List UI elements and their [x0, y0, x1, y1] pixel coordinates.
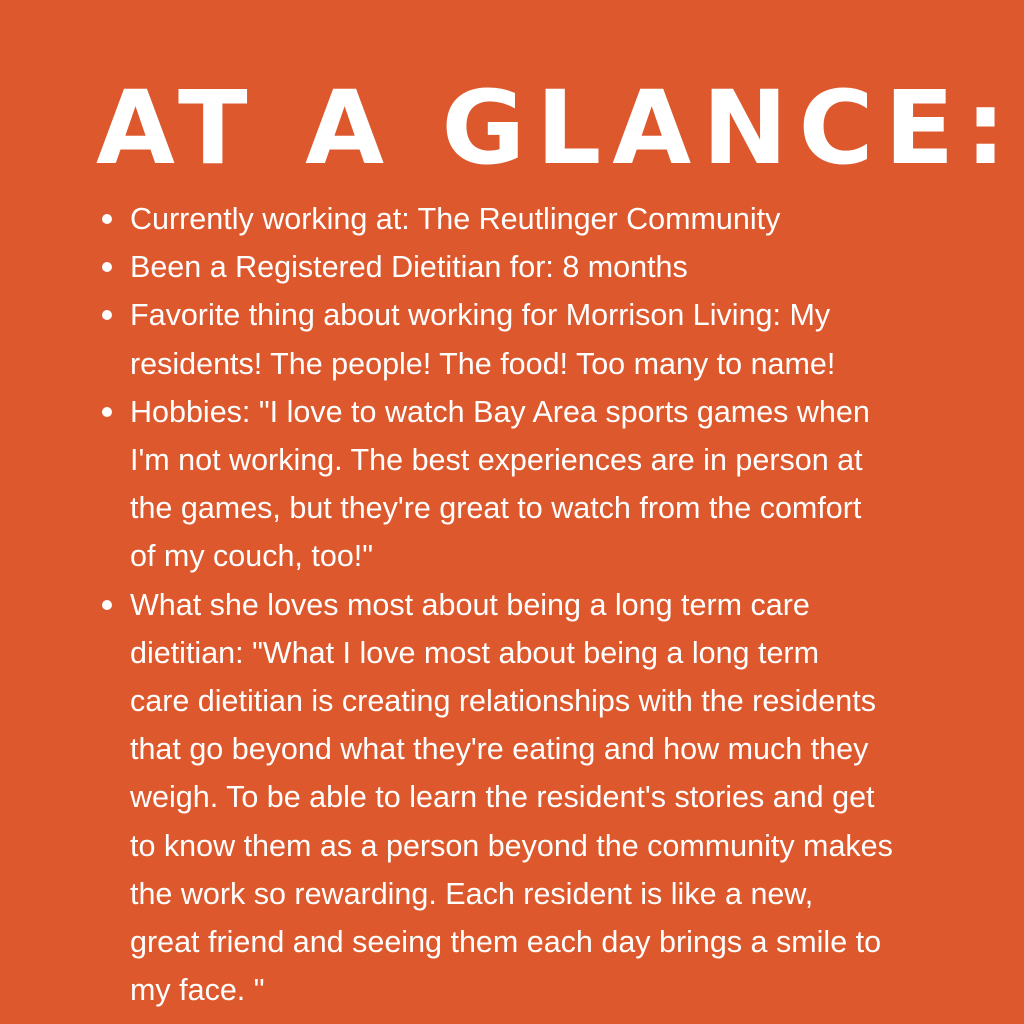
fact-line: dietitian: "What I love most about being a long term	[130, 635, 819, 670]
fact-line: Currently working at: The Reutlinger Community	[130, 202, 781, 236]
bullet-icon	[102, 214, 112, 224]
fact-workplace	[102, 195, 962, 243]
fact-registered-dietitian	[102, 243, 962, 291]
fact-line: care dietitian is creating relationships with the residents	[130, 684, 876, 719]
bullet-icon	[102, 262, 112, 272]
fact-line: that go beyond what they're eating and how much they	[130, 732, 869, 767]
fact-line: weigh. To be able to learn the resident's stories and get	[130, 780, 875, 815]
fact-line: Been a Registered Dietitian for: 8 months	[130, 250, 688, 285]
fact-line: my face. "	[130, 973, 265, 1008]
fact-favorite-thing	[102, 291, 962, 387]
bullet-icon	[102, 600, 112, 610]
fact-loves-most	[102, 581, 962, 1015]
fact-line: of my couch, too!"	[130, 539, 374, 574]
fact-hobbies	[102, 388, 962, 581]
fact-line: Favorite thing about working for Morrison Living: My	[130, 298, 831, 333]
fact-line: I'm not working. The best experiences are in person at	[130, 443, 863, 478]
fact-line: the games, but they're great to watch from the comfort	[130, 491, 862, 526]
fact-line: the work so rewarding. Each resident is like a new,	[130, 876, 814, 911]
bullet-icon	[102, 310, 112, 320]
fact-line: What she loves most about being a long term care	[130, 587, 810, 622]
fact-line: Hobbies: "I love to watch Bay Area sports games when	[130, 394, 870, 429]
fact-line: great friend and seeing them each day brings a smile to	[130, 925, 882, 960]
facts-list	[102, 195, 962, 1014]
bullet-icon	[102, 407, 112, 417]
fact-line: to know them as a person beyond the community makes	[130, 828, 893, 863]
fact-line: residents! The people! The food! Too many to name!	[130, 346, 836, 381]
heading: AT A GLANCE:	[96, 69, 1017, 188]
